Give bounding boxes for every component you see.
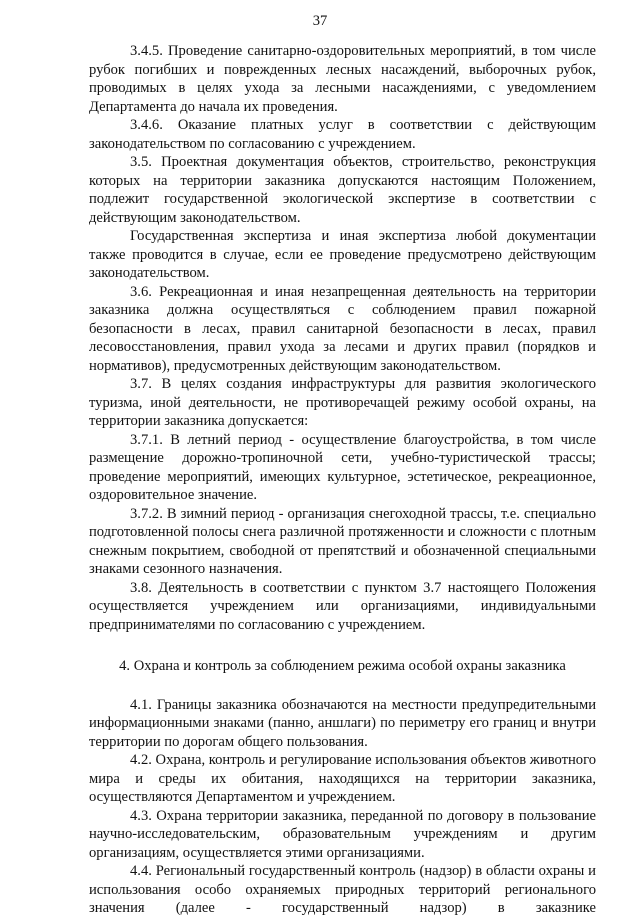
page-number: 37 (312, 13, 328, 29)
paragraph-3-7-1: 3.7.1. В летний период - осуществление благоустройства, в том числе размещение дорожно-тропиночной сети, учебно-туристической трассы; проведение мероприятий, имеющих культурное, эстетическое, рекреационное, оздоровительное значение. (89, 431, 596, 503)
document-body (89, 42, 596, 918)
paragraph-4-4: 4.4. Региональный государственный контроль (надзор) в области охраны и использования особо охраняемых природных территорий регионального значения (далее - государственный надзор) в заказнике (89, 863, 596, 916)
paragraph-3-6: 3.6. Рекреационная и иная незапрещенная деятельность на территории заказника должна осуществляться с соблюдением правил пожарной безопасности в лесах, правил санитарной безопасности в лесах, правил лесовосстановления, правил ухода за лесами и других правил (порядков и нормативов), предусмотренных действующим законодательством. (89, 283, 596, 374)
section-heading: 4. Охрана и контроль за соблюдением режима особой охраны заказника (119, 658, 566, 674)
paragraph-4-3: 4.3. Охрана территории заказника, переданной по договору в пользование научно-исследовательским, образовательным учреждениям и другим организациям, осуществляется этими организациями. (89, 807, 596, 861)
paragraph-3-7-2: 3.7.2. В зимний период - организация снегоходной трассы, т.е. специально подготовленной полосы снега различной протяженности и сложности с плотным снежным покрытием, свободной от препятствий и обозначенной специальными знаками сезонного назначения. (89, 505, 596, 577)
paragraph-3-8: 3.8. Деятельность в соответствии с пунктом 3.7 настоящего Положения осуществляется учреждением или организациями, индивидуальными предпринимателями по согласованию с учреждением. (89, 579, 596, 633)
paragraph-3-5: 3.5. Проектная документация объектов, строительство, реконструкция которых на территории заказника допускаются настоящим Положением, подлежит государственной экологической экспертизе в соответствии с действующим законодательством. (89, 154, 596, 226)
paragraph-3-7: 3.7. В целях создания инфраструктуры для развития экологического туризма, иной деятельности, не противоречащей режиму особой охраны, на территории заказника допускается: (89, 376, 596, 429)
paragraph-4-1: 4.1. Границы заказника обозначаются на местности предупредительными информационными знаками (панно, аншлаги) по периметру его границ и внутри территории по дорогам общего пользования. (89, 696, 596, 750)
paragraph-4-2: 4.2. Охрана, контроль и регулирование использования объектов животного мира и среды их обитания, находящихся на территории заказника, осуществляются Департаментом и учреждением. (89, 752, 596, 805)
paragraph-state-expertise: Государственная экспертиза и иная экспертиза любой документации также проводится в случае, если ее проведение предусмотрено действующим законодательством. (89, 228, 596, 281)
paragraph-3-4-5: 3.4.5. Проведение санитарно-оздоровительных мероприятий, в том числе рубок погибших и поврежденных лесных насаждений, выборочных рубок, проводимых в целях ухода за лесными насаждениями, с уведомлением Департамента до начала их проведения. (89, 43, 596, 115)
paragraph-3-4-6: 3.4.6. Оказание платных услуг в соответствии с действующим законодательством по согласованию с учреждением. (89, 117, 596, 152)
